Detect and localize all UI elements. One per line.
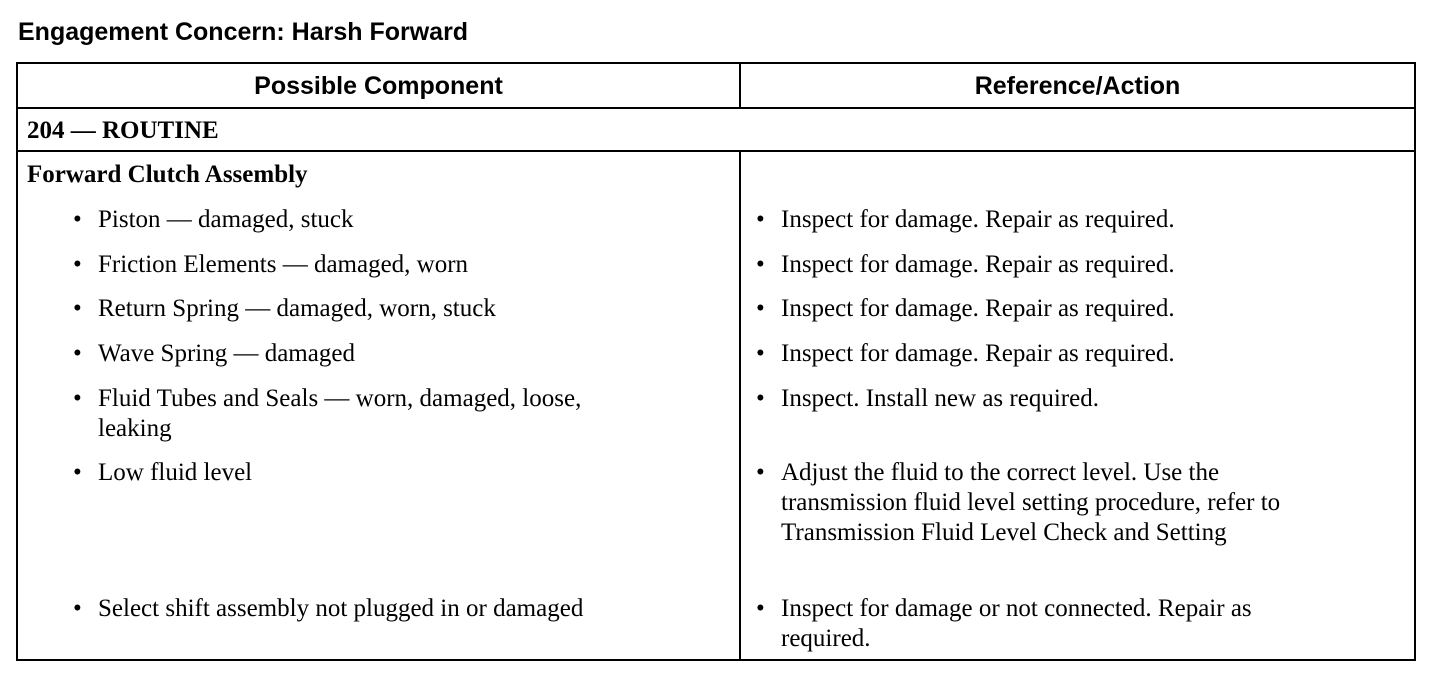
component-text: Select shift assembly not plugged in or damaged: [98, 595, 584, 622]
component-text: Piston — damaged, stuck: [98, 206, 354, 233]
action-text: required.: [781, 625, 871, 652]
bullet: •: [756, 206, 765, 233]
component-text: Fluid Tubes and Seals — worn, damaged, loose,: [98, 385, 582, 412]
bullet: •: [756, 459, 765, 486]
action-text: Inspect for damage. Repair as required.: [781, 295, 1175, 322]
bullet: •: [73, 595, 82, 622]
page-title: Engagement Concern: Harsh Forward: [18, 18, 469, 46]
bullet: •: [73, 459, 82, 486]
action-text: Inspect for damage. Repair as required.: [781, 251, 1175, 278]
diagnosis-table: [16, 62, 1416, 661]
header-reference-action: Reference/Action: [974, 72, 1181, 100]
action-text: Inspect for damage. Repair as required.: [781, 340, 1175, 367]
component-text: Low fluid level: [98, 459, 253, 486]
column-divider-body: [739, 152, 741, 659]
bullet: •: [73, 251, 82, 278]
action-text: transmission fluid level setting procedure, refer to: [781, 489, 1281, 516]
bullet: •: [756, 340, 765, 367]
group-label: Forward Clutch Assembly: [27, 161, 308, 188]
bullet: •: [756, 595, 765, 622]
header-possible-component: Possible Component: [254, 72, 503, 100]
component-text: Wave Spring — damaged: [98, 340, 355, 367]
action-text: Adjust the fluid to the correct level. Use the: [781, 459, 1220, 486]
bullet: •: [756, 295, 765, 322]
bullet: •: [73, 385, 82, 412]
bullet: •: [756, 251, 765, 278]
bullet: •: [756, 385, 765, 412]
bullet: •: [73, 340, 82, 367]
action-text: Transmission Fluid Level Check and Setting: [781, 519, 1227, 546]
header-divider: [18, 107, 1414, 109]
column-divider-header: [739, 64, 741, 109]
bullet: •: [73, 206, 82, 233]
section-label: 204 — ROUTINE: [27, 117, 219, 144]
component-text: leaking: [98, 415, 172, 442]
bullet: •: [73, 295, 82, 322]
action-text: Inspect for damage or not connected. Repair as: [781, 595, 1252, 622]
action-text: Inspect for damage. Repair as required.: [781, 206, 1175, 233]
section-divider: [18, 150, 1414, 152]
action-text: Inspect. Install new as required.: [781, 385, 1099, 412]
component-text: Return Spring — damaged, worn, stuck: [98, 295, 496, 322]
component-text: Friction Elements — damaged, worn: [98, 251, 469, 278]
